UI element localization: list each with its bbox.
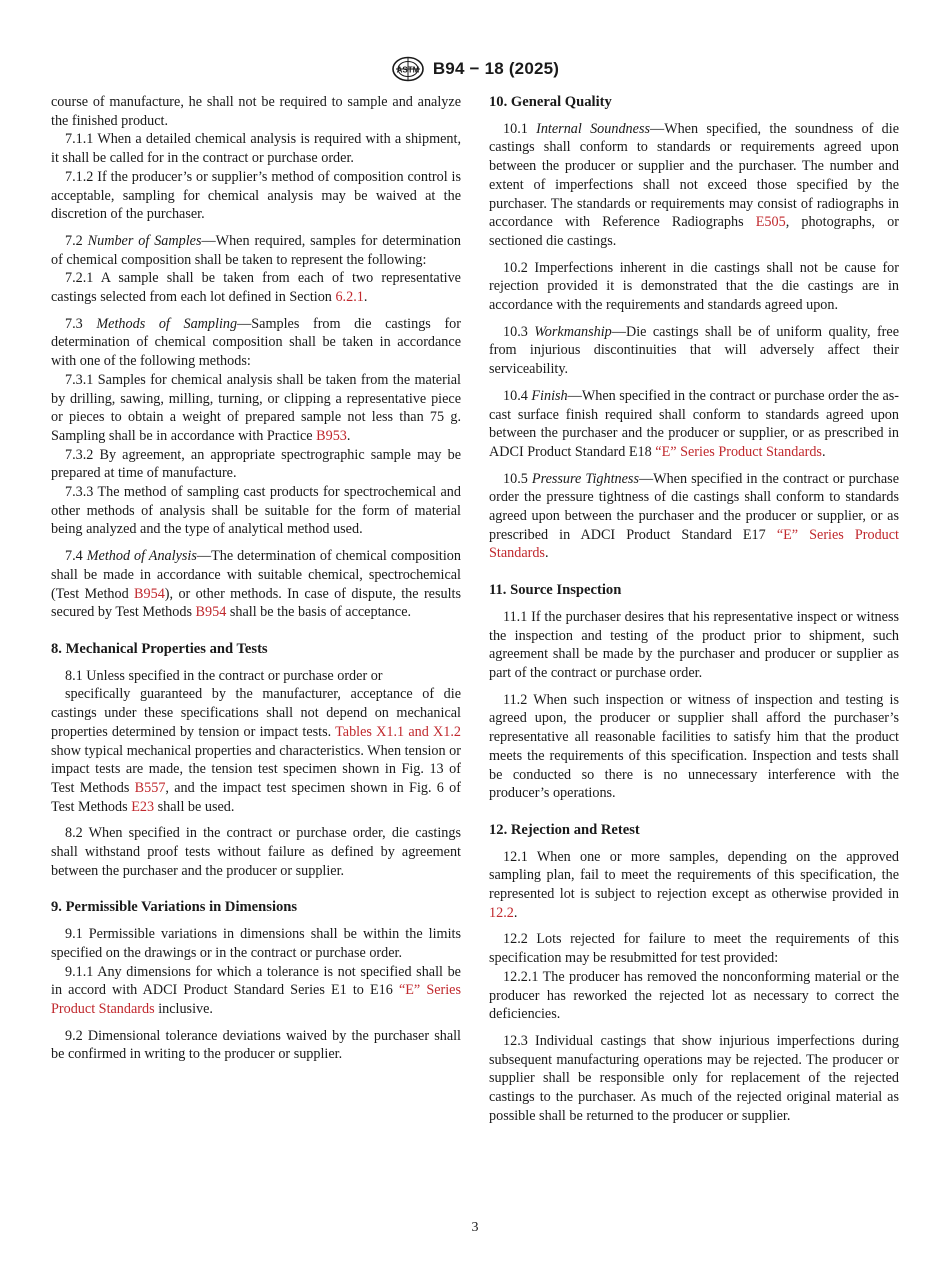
paragraph-9-1-1: 9.1.1 Any dimensions for which a tolerance is not specified shall be in accord with ADCI Product Standard Series E1 to E16 “E” Series Product Standards inclusive. [51, 963, 461, 1017]
paragraph-12-1: 12.1 When one or more samples, depending on the approved sampling plan, fail to meet the requirements of this specification, the represented lot is subject to rejection except as otherwise provided in 12.2. [489, 848, 899, 921]
paragraph-7-2-1: 7.2.1 A sample shall be taken from each of two representative castings selected from each lot defined in Section 6.2.1. [51, 270, 461, 306]
paragraph-7-3: 7.3 Methods of Sampling—Samples from die castings for determination of chemical composition shall be taken in accordance with one of the following methods: [51, 315, 461, 370]
paragraph-8-1: specifically guaranteed by the manufacturer, acceptance of die castings under these specifications shall not depend on mechanical properties determined by tension or impact tests. Tables X1.1 and X1.2 show typical mechanical properties and characteristics. When tension or impact tests are made, the tension test specimen shown in Fig. 13 of Test Methods B557, and the impact test specimen shown in Fig. 6 of Test Methods E23 shall be used. [51, 686, 462, 815]
paragraph-7-3-3: 7.3.3 The method of sampling cast products for spectrochemical and other methods of analysis shall be suitable for the form of material being analyzed and the type of analytical method used. [51, 484, 461, 538]
paragraph-10-5-title: Pressure Tightness [531, 470, 639, 487]
paragraph-7-1-2: 7.1.2 If the producer’s or supplier’s method of composition control is acceptable, sampling for chemical analysis may be waived at the discretion of the purchaser. [51, 168, 461, 223]
paragraph-10-1: 10.1 Internal Soundness—When specified, the soundness of die castings shall conform to standards or requirements agreed upon between the producer or supplier and the purchaser. The number and extent of imperfections shall not exceed those specified by the purchaser. The standards or requirements may consist of radiographs in accordance with Reference Radiographs E505, photographs, or sectioned die castings. [489, 120, 899, 249]
paragraph-7-4-title: Method of Analysis [86, 548, 197, 565]
link-section-6-2-1[interactable]: 6.2.1 [335, 289, 364, 306]
paragraph-12-2: 12.2 Lots rejected for failure to meet the requirements of this specification may be resubmitted for test provided: [489, 931, 899, 967]
page-number: 3 [471, 1220, 479, 1235]
section-heading-11: 11. Source Inspection [489, 582, 622, 599]
document-designation: B94 − 18 (2025) [432, 59, 560, 78]
paragraph-10-5: 10.5 Pressure Tightness—When specified in the contract or purchase order the pressure tightness of die castings shall conform to standards agreed upon between the purchaser and the producer or supplier, or as prescribed in ADCI Product Standard E17 “E” Series Product Standards. [489, 470, 900, 562]
right-column [489, 93, 899, 1125]
page-header [0, 56, 950, 82]
paragraph-8-1-line1: 8.1 Unless specified in the contract or purchase order or [65, 667, 383, 684]
link-section-12-2[interactable]: 12.2 [489, 904, 514, 921]
paragraph-7-3-2: 7.3.2 By agreement, an appropriate spectrographic sample may be prepared at time of manufacture. [51, 446, 461, 482]
paragraph-10-3: 10.3 Workmanship—Die castings shall be of uniform quality, free from injurious discontinuities that will adversely affect their serviceability. [489, 323, 899, 378]
link-b954-second[interactable]: B954 [195, 604, 227, 621]
section-heading-12: 12. Rejection and Retest [489, 821, 640, 838]
paragraph-10-2: 10.2 Imperfections inherent in die castings shall not be cause for rejection provided it is demonstrated that the die castings are in accordance with the requirements and standards agreed upon. [489, 259, 899, 314]
paragraph-7-1-1: 7.1.1 When a detailed chemical analysis is required with a shipment, it shall be called for in the contract or purchase order. [51, 131, 461, 167]
section-heading-9: 9. Permissible Variations in Dimensions [51, 899, 298, 916]
paragraph-10-4-title: Finish [531, 387, 568, 404]
paragraph-10-3-title: Workmanship [534, 323, 612, 340]
paragraph-7-2: 7.2 Number of Samples—When required, samples for determination of chemical composition shall be taken to represent the following: [51, 232, 462, 268]
paragraph-7-2-title: Number of Samples [87, 232, 202, 249]
paragraph-9-2: 9.2 Dimensional tolerance deviations waived by the purchaser shall be confirmed in writing to the producer or supplier. [51, 1027, 461, 1063]
paragraph-11-2: 11.2 When such inspection or witness of inspection and testing is agreed upon, the producer or supplier shall afford the purchaser’s representative all reasonable facilities to satisfy him that the product meets the requirements of this specification. Inspection and tests shall be conducted so there is no unnecessary interference with the producer’s operations. [489, 691, 899, 802]
link-tables-x1[interactable]: Tables X1.1 and X1.2 [335, 723, 461, 740]
link-e-series-standards-e17[interactable]: “E” Series Product Standards [489, 526, 900, 562]
link-b953[interactable]: B953 [316, 427, 347, 444]
paragraph-8-2: 8.2 When specified in the contract or purchase order, die castings shall withstand proof tests without failure as defined by agreement between the purchaser and the producer or supplier. [51, 825, 461, 879]
paragraph-10-1-title: Internal Soundness [536, 120, 650, 137]
link-e-series-standards[interactable]: “E” Series Product Standards [51, 982, 461, 1017]
svg-text:ASTM: ASTM [396, 65, 420, 75]
link-b954[interactable]: B954 [134, 585, 165, 602]
link-e505[interactable]: E505 [755, 214, 786, 231]
paragraph-11-1: 11.1 If the purchaser desires that his representative inspect or witness the inspection and testing of the product prior to shipment, such agreement shall be made by the purchaser and producer or supplier as part of the contract or purchase order. [489, 608, 899, 681]
section-heading-8: 8. Mechanical Properties and Tests [51, 640, 268, 657]
paragraph-7-3-title: Methods of Sampling [96, 315, 238, 332]
paragraph-7-4: 7.4 Method of Analysis—The determination of chemical composition shall be made in accordance with suitable chemical, spectrochemical (Test Method B954), or other methods. In case of dispute, the results secured by Test Methods B954 shall be the basis of acceptance. [51, 548, 461, 621]
link-b557[interactable]: B557 [134, 779, 166, 796]
link-e23[interactable]: E23 [131, 798, 155, 815]
paragraph-12-2-1: 12.2.1 The producer has removed the nonconforming material or the producer has reworked the rejected lot as necessary to correct the deficiencies. [489, 968, 899, 1023]
left-column [51, 93, 461, 1064]
section-heading-10: 10. General Quality [489, 94, 612, 110]
astm-logo-icon [391, 56, 425, 82]
paragraph-9-1: 9.1 Permissible variations in dimensions shall be within the limits specified on the drawings or in the contract or purchase order. [51, 926, 461, 961]
paragraph-10-4: 10.4 Finish—When specified in the contract or purchase order the as-cast surface finish required shall conform to standards agreed upon between the purchaser and the producer or supplier, or as prescribed in ADCI Product Standard E18 “E” Series Product Standards. [489, 387, 900, 460]
paragraph-7-1-continued: course of manufacture, he shall not be required to sample and analyze the finished product. [51, 94, 461, 129]
link-e-series-standards-e18[interactable]: “E” Series Product Standards [655, 443, 822, 460]
paragraph-12-3: 12.3 Individual castings that show injurious imperfections during subsequent manufacturing operations may be rejected. The producer or supplier shall be responsible only for replacement of the rejected castings to the purchaser. As much of the rejected original material as possible shall be returned to the producer or supplier. [489, 1032, 899, 1124]
paragraph-7-3-1: 7.3.1 Samples for chemical analysis shall be taken from the material by drilling, sawing, milling, turning, or clipping a representative piece or pieces to obtain a weight of prepared sample not less than 75 g. Sampling shall be in accordance with Practice B953. [51, 371, 461, 444]
